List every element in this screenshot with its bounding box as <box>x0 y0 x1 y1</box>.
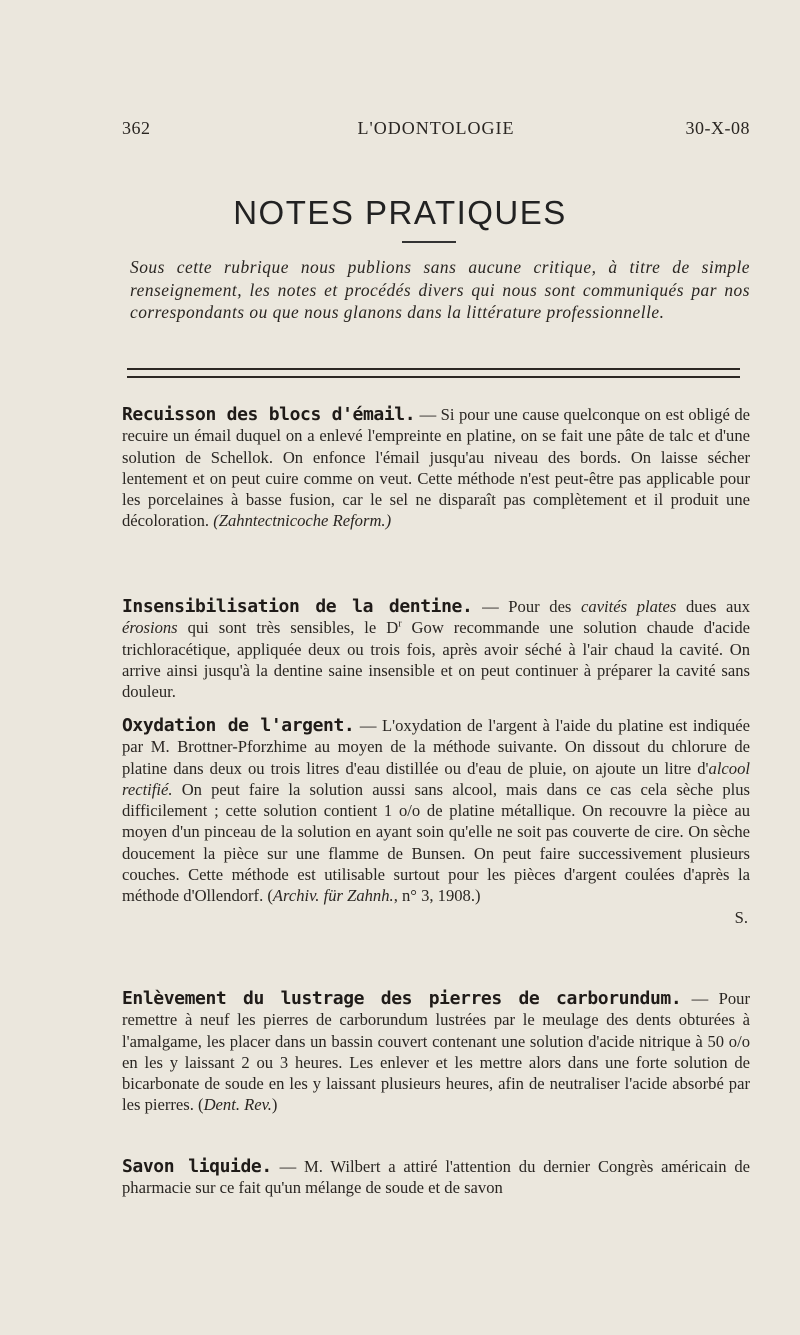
title-underline <box>402 241 456 243</box>
article-source: Archiv. für Zahnh. <box>272 886 394 906</box>
article-body: qui sont très sensibles, le D <box>177 618 399 638</box>
section-intro: Sous cette rubrique nous publions sans aucune critique, à titre de simple renseignement, les notes et procédés divers qui nous sont communiqués par nos correspondants ou que nous glanons dans la littérature professionnelle. <box>130 257 750 322</box>
article-recuisson <box>122 404 750 532</box>
double-rule-divider <box>127 368 740 378</box>
article-body: — Pour des <box>472 597 582 616</box>
article-body: — Pour remettre à neuf les pierres de carborundum lustrées par le meulage des dents obturées à l'amalgame, les placer dans un bassin couvert contenant une solution d'acide nitrique à 50 o/o en les y laissant 2 ou 3 heures. Les enlever et les mettre alors dans une forte solution de bicarbonate de soude en les y laissant plusieurs heures, afin de neutraliser l'acide absorbé par les pierres. ( <box>122 989 750 1115</box>
article-heading: Oxydation de l'argent. <box>122 715 355 736</box>
article-signature: S. <box>734 907 748 927</box>
article-body: On peut faire la solution aussi sans alcool, mais dans ce cas cela sèche plus difficilement ; cette solution contient 1 o/o de platine métallique. On recouvre la pièce au moyen d'un pinceau de la solution en ayant soin qu'elle ne soit pas couverte de cire. On sèche doucement la pièce sur une flamme de Bunsen. On peut faire successivement plusieurs couches. Cette méthode est utilisable surtout pour les pièces d'argent coulées d'après la méthode d'Ollendorf. ( <box>122 779 750 906</box>
article-body: dues aux <box>676 597 751 616</box>
article-heading: Enlèvement du lustrage des pierres de carborundum. <box>122 988 682 1009</box>
article-heading: Insensibilisation de la dentine. <box>122 596 473 617</box>
article-insensibilisation <box>122 596 750 702</box>
article-emphasis: alcool rectifié. <box>122 758 750 799</box>
article-heading: Recuisson des blocs d'émail. <box>122 404 416 425</box>
article-source: Dent. Rev. <box>203 1095 272 1115</box>
article-body: Gow recommande une solution chaude d'acide trichloracétique, appliquée deux ou trois fois, après avoir séché à l'air chaud la cavité. On arrive ainsi jusqu'à la dentine saine insensible et on peut continuer à préparer la cavité sans douleur. <box>122 618 750 702</box>
article-emphasis: cavités plates <box>581 597 677 616</box>
issue-date: 30-X-08 <box>685 118 750 138</box>
page-number: 362 <box>122 118 151 138</box>
article-body: — M. Wilbert a attiré l'attention du dernier Congrès américain de pharmacie sur ce fait qu'un mélange de soude et de savon <box>122 1157 750 1198</box>
article-body: — L'oxydation de l'argent à l'aide du platine est indiquée par M. Brottner-Pforzhime au moyen de la méthode suivante. On dissout du chlorure de platine dans deux ou trois litres d'eau distillée ou d'eau de pluie, on ajoute un litre d' <box>122 716 750 778</box>
article-emphasis: érosions <box>122 618 178 638</box>
section-title: NOTES PRATIQUES <box>233 194 567 231</box>
article-body: , n° 3, 1908.) <box>393 886 481 906</box>
article-savon <box>122 1156 750 1199</box>
article-heading: Savon liquide. <box>122 1156 272 1177</box>
article-enlevement <box>122 988 750 1116</box>
article-source: (Zahntectnicoche Reform.) <box>213 511 392 531</box>
running-header <box>122 118 750 144</box>
article-oxydation <box>122 715 750 928</box>
article-body: ) <box>271 1095 278 1115</box>
journal-title: L'ODONTOLOGIE <box>357 118 515 138</box>
article-body: — Si pour une cause quelconque on est obligé de recuire un émail duquel on a enlevé l'empreinte en platine, on se fait une pâte de talc et d'une solution de Schellok. On enfonce l'émail jusqu'au niveau des bords. On laisse sécher lentement et on peut cuire comme on veut. Cette méthode n'est peut-être pas applicable pour les porcelaines à basse fusion, car le sel ne disparaît pas complètement et il produit une décoloration. <box>122 405 751 531</box>
superscript: r <box>398 618 402 630</box>
